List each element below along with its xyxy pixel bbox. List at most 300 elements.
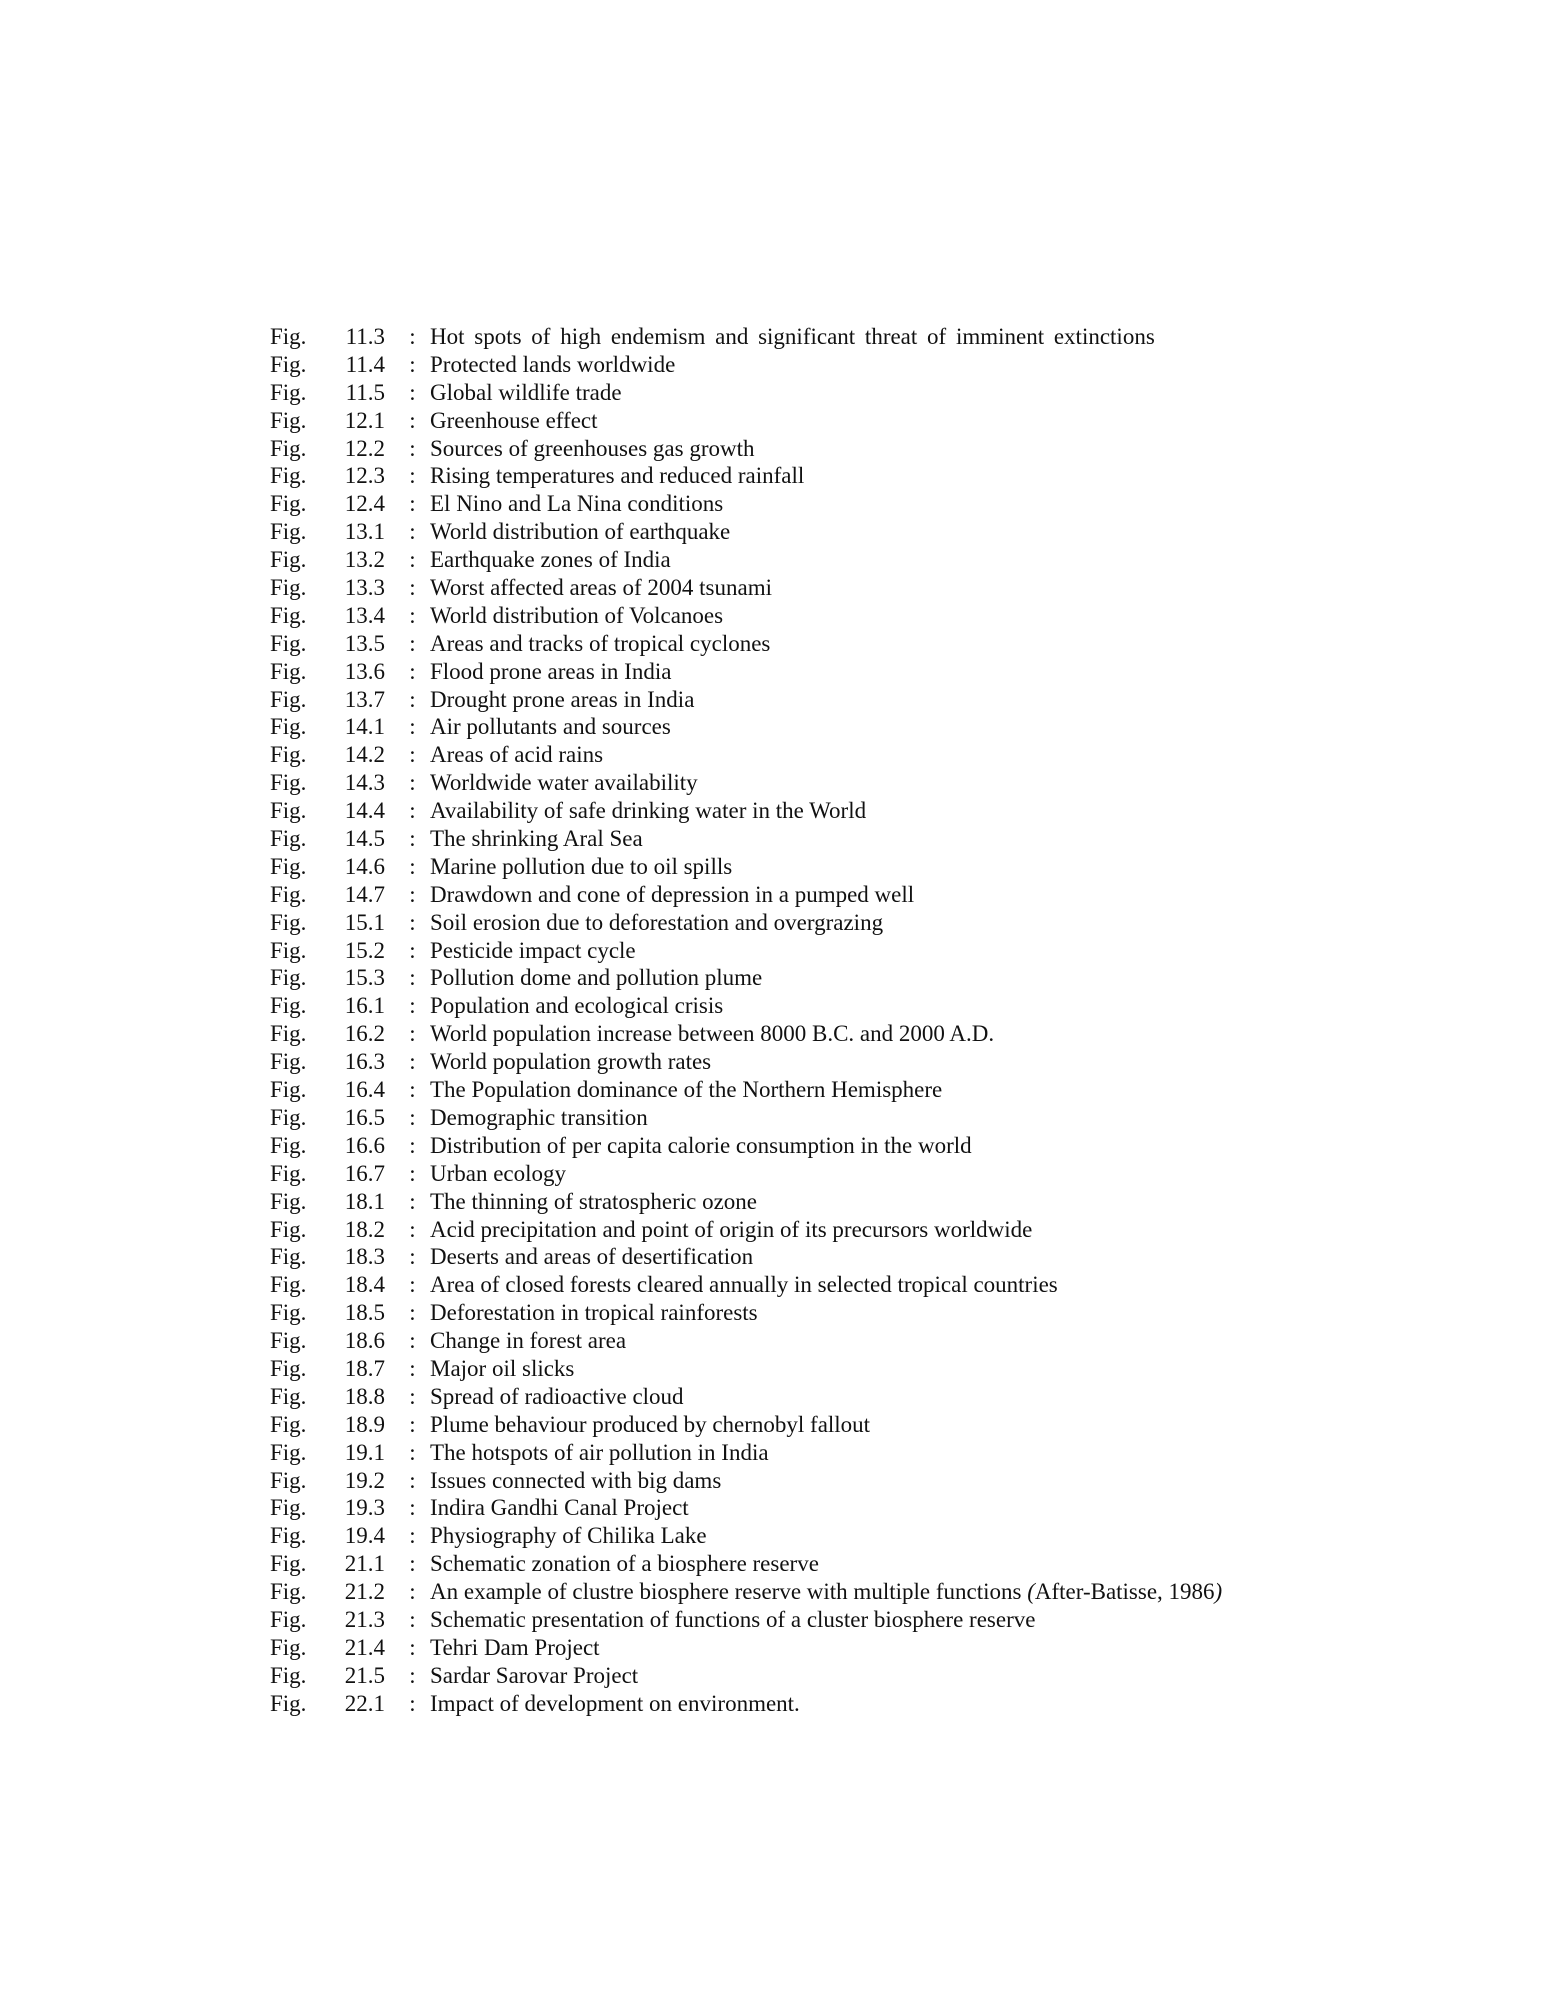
figure-entry <box>270 1299 1360 1327</box>
figure-title: Air pollutants and sources <box>430 714 671 740</box>
figure-prefix: Fig. <box>270 1328 307 1354</box>
figure-separator: : <box>409 798 416 824</box>
figure-title-cell <box>430 1522 1360 1550</box>
figure-number: 22.1 <box>344 1690 385 1716</box>
figure-number: 12.2 <box>344 435 385 461</box>
figure-title-cell <box>430 1411 1360 1439</box>
figure-title: Issues connected with big dams <box>430 1467 722 1493</box>
figure-entry <box>270 1104 1360 1132</box>
figure-entry <box>270 435 1360 463</box>
figure-title-cell <box>430 351 1360 379</box>
figure-separator: : <box>409 1523 416 1549</box>
figure-title: Urban ecology <box>430 1160 567 1186</box>
figure-separator: : <box>409 491 416 517</box>
figure-title: Sources of greenhouses gas growth <box>430 435 755 461</box>
figure-separator: : <box>409 686 416 712</box>
figure-separator: : <box>409 881 416 907</box>
figure-prefix: Fig. <box>270 324 307 349</box>
figure-number: 13.2 <box>344 547 385 573</box>
figure-prefix: Fig. <box>270 853 307 879</box>
figure-separator: : <box>409 351 416 377</box>
figure-prefix: Fig. <box>270 1355 307 1381</box>
figure-title: World population increase between 8000 B.C. and 2000 A.D. <box>430 1021 995 1047</box>
figure-title-cell <box>430 797 1360 825</box>
figure-title: Worldwide water availability <box>430 770 698 796</box>
figure-entry <box>270 797 1360 825</box>
figure-number: 21.5 <box>344 1662 385 1688</box>
figure-separator: : <box>409 937 416 963</box>
figure-entry <box>270 546 1360 574</box>
figure-number: 16.4 <box>344 1077 385 1103</box>
figure-separator: : <box>409 602 416 628</box>
figure-entry <box>270 602 1360 630</box>
figure-separator: : <box>409 1188 416 1214</box>
figure-title: El Nino and La Nina conditions <box>430 491 724 517</box>
figure-prefix: Fig. <box>270 435 307 461</box>
figure-title: Pesticide impact cycle <box>430 937 636 963</box>
figure-separator: : <box>409 853 416 879</box>
figure-separator: : <box>409 1244 416 1270</box>
figure-separator: : <box>409 379 416 405</box>
figure-entry <box>270 1634 1360 1662</box>
figure-credit: After-Batisse, 1986 <box>1034 1579 1215 1605</box>
figure-title: Rising temperatures and reduced rainfall <box>430 463 805 489</box>
figure-separator: : <box>409 630 416 656</box>
figure-prefix: Fig. <box>270 1411 307 1437</box>
figure-title: Schematic zonation of a biosphere reserve <box>430 1551 819 1577</box>
figure-separator: : <box>409 519 416 545</box>
figure-title: World population growth rates <box>430 1049 712 1075</box>
figure-entry <box>270 909 1360 937</box>
figure-title-cell <box>430 1188 1360 1216</box>
figure-prefix: Fig. <box>270 1579 307 1605</box>
figure-separator: : <box>409 324 416 349</box>
figure-entry <box>270 1020 1360 1048</box>
figure-prefix: Fig. <box>270 519 307 545</box>
figure-title-cell <box>430 686 1360 714</box>
figure-prefix: Fig. <box>270 1300 307 1326</box>
figure-number: 18.6 <box>344 1328 385 1354</box>
figure-number: 18.2 <box>344 1216 385 1242</box>
figure-prefix: Fig. <box>270 881 307 907</box>
figure-number: 18.8 <box>344 1383 385 1409</box>
figure-title: Population and ecological crisis <box>430 993 724 1019</box>
figure-title-cell <box>430 462 1360 490</box>
figure-title-cell <box>430 1104 1360 1132</box>
figure-title-cell <box>430 1048 1360 1076</box>
figure-number: 13.4 <box>344 602 385 628</box>
figure-entry <box>270 407 1360 435</box>
figure-title: Change in forest area <box>430 1328 627 1354</box>
figure-entry <box>270 937 1360 965</box>
figure-prefix: Fig. <box>270 742 307 768</box>
figure-prefix: Fig. <box>270 1467 307 1493</box>
figure-title-cell <box>430 1467 1360 1495</box>
figure-separator: : <box>409 1132 416 1158</box>
figure-entry <box>270 658 1360 686</box>
figure-entry <box>270 1048 1360 1076</box>
figure-entry <box>270 1271 1360 1299</box>
figure-entry <box>270 462 1360 490</box>
figure-title-cell <box>430 853 1360 881</box>
figure-separator: : <box>409 1160 416 1186</box>
figure-prefix: Fig. <box>270 714 307 740</box>
figure-number: 21.3 <box>344 1606 385 1632</box>
figure-prefix: Fig. <box>270 1077 307 1103</box>
figure-title: Impact of development on environment. <box>430 1690 800 1716</box>
figure-prefix: Fig. <box>270 575 307 601</box>
figure-title-cell <box>430 1578 1360 1606</box>
figure-prefix: Fig. <box>270 909 307 935</box>
figure-title: Sardar Sarovar Project <box>430 1662 639 1688</box>
figure-separator: : <box>409 407 416 433</box>
figure-title: Areas of acid rains <box>430 742 604 768</box>
figure-title-cell <box>430 909 1360 937</box>
figure-title-cell <box>430 518 1360 546</box>
figure-number: 11.3 <box>345 324 385 349</box>
figure-number: 18.7 <box>344 1355 385 1381</box>
figure-number: 11.5 <box>345 379 385 405</box>
figure-title-cell <box>430 1550 1360 1578</box>
figure-prefix: Fig. <box>270 1495 307 1521</box>
figure-title-cell <box>430 1634 1360 1662</box>
figure-number: 19.3 <box>344 1495 385 1521</box>
figure-entry <box>270 1522 1360 1550</box>
figure-title: Flood prone areas in India <box>430 658 672 684</box>
figure-number: 16.5 <box>344 1104 385 1130</box>
figure-title-cell <box>430 630 1360 658</box>
figure-title-cell <box>430 937 1360 965</box>
figure-entry <box>270 1467 1360 1495</box>
figure-title-cell <box>430 825 1360 853</box>
figure-title: Drawdown and cone of depression in a pumped well <box>430 881 915 907</box>
figure-prefix: Fig. <box>270 1244 307 1270</box>
figure-title: Protected lands worldwide <box>430 351 676 377</box>
figure-title: The Population dominance of the Northern Hemisphere <box>430 1077 943 1103</box>
figure-title: The hotspots of air pollution in India <box>430 1439 769 1465</box>
figure-separator: : <box>409 1104 416 1130</box>
figure-separator: : <box>409 965 416 991</box>
figure-separator: : <box>409 1077 416 1103</box>
figure-number: 18.5 <box>344 1300 385 1326</box>
figure-separator: : <box>409 1467 416 1493</box>
figure-number: 14.6 <box>344 853 385 879</box>
figure-separator: : <box>409 714 416 740</box>
figure-number: 15.2 <box>344 937 385 963</box>
figure-title: Distribution of per capita calorie consumption in the world <box>430 1132 972 1158</box>
figure-prefix: Fig. <box>270 1606 307 1632</box>
figure-prefix: Fig. <box>270 1690 307 1716</box>
figure-entry <box>270 1355 1360 1383</box>
figure-number: 13.7 <box>344 686 385 712</box>
figure-title-cell <box>430 769 1360 797</box>
figure-number: 12.1 <box>344 407 385 433</box>
figure-number: 12.3 <box>344 463 385 489</box>
figure-title: Soil erosion due to deforestation and overgrazing <box>430 909 884 935</box>
figure-title-cell <box>430 1355 1360 1383</box>
figure-prefix: Fig. <box>270 1188 307 1214</box>
figure-entry <box>270 769 1360 797</box>
figure-entry <box>270 713 1360 741</box>
figure-title-cell <box>430 602 1360 630</box>
figure-title: Areas and tracks of tropical cyclones <box>430 630 771 656</box>
figure-separator: : <box>409 435 416 461</box>
figure-number: 14.5 <box>344 826 385 852</box>
figure-title: Deserts and areas of desertification <box>430 1244 754 1270</box>
figure-entry <box>270 1188 1360 1216</box>
figure-number: 21.1 <box>344 1551 385 1577</box>
figure-entry <box>270 686 1360 714</box>
figure-prefix: Fig. <box>270 1662 307 1688</box>
figure-separator: : <box>409 1300 416 1326</box>
figure-prefix: Fig. <box>270 1104 307 1130</box>
figure-number: 12.4 <box>344 491 385 517</box>
figure-title: Major oil slicks <box>430 1355 575 1381</box>
figure-entry <box>270 1494 1360 1522</box>
list-of-figures <box>270 323 1360 1718</box>
figure-title: The thinning of stratospheric ozone <box>430 1188 758 1214</box>
figure-entry <box>270 1132 1360 1160</box>
figure-number: 16.7 <box>344 1160 385 1186</box>
figure-entry <box>270 1550 1360 1578</box>
figure-separator: : <box>409 1216 416 1242</box>
figure-entry <box>270 518 1360 546</box>
figure-prefix: Fig. <box>270 351 307 377</box>
figure-title: Pollution dome and pollution plume <box>430 965 763 991</box>
figure-entry <box>270 825 1360 853</box>
figure-entry <box>270 1160 1360 1188</box>
figure-separator: : <box>409 1634 416 1660</box>
figure-separator: : <box>409 1606 416 1632</box>
figure-number: 16.6 <box>344 1132 385 1158</box>
figure-prefix: Fig. <box>270 770 307 796</box>
figure-number: 18.9 <box>344 1411 385 1437</box>
figure-separator: : <box>409 909 416 935</box>
figure-entry <box>270 1606 1360 1634</box>
figure-title: Earthquake zones of India <box>430 547 671 573</box>
figure-separator: : <box>409 1579 416 1605</box>
figure-separator: : <box>409 742 416 768</box>
figure-title: Drought prone areas in India <box>430 686 695 712</box>
figure-prefix: Fig. <box>270 547 307 573</box>
figure-number: 14.7 <box>344 881 385 907</box>
figure-number: 19.2 <box>344 1467 385 1493</box>
figure-title-cell <box>430 1243 1360 1271</box>
credit-close-paren: ) <box>1214 1579 1223 1605</box>
figure-entry <box>270 964 1360 992</box>
figure-title: World distribution of earthquake <box>430 519 731 545</box>
figure-entry <box>270 1243 1360 1271</box>
figure-prefix: Fig. <box>270 1132 307 1158</box>
figure-number: 14.1 <box>344 714 385 740</box>
figure-prefix: Fig. <box>270 630 307 656</box>
figure-number: 21.2 <box>344 1579 385 1605</box>
figure-separator: : <box>409 1355 416 1381</box>
figure-prefix: Fig. <box>270 1383 307 1409</box>
figure-entry <box>270 379 1360 407</box>
figure-entry <box>270 1076 1360 1104</box>
figure-title: Worst affected areas of 2004 tsunami <box>430 575 772 601</box>
figure-prefix: Fig. <box>270 1160 307 1186</box>
figure-prefix: Fig. <box>270 686 307 712</box>
figure-entry <box>270 1216 1360 1244</box>
figure-prefix: Fig. <box>270 379 307 405</box>
figure-number: 16.1 <box>344 993 385 1019</box>
figure-title-cell <box>430 1383 1360 1411</box>
figure-title-cell <box>430 1160 1360 1188</box>
figure-separator: : <box>409 1021 416 1047</box>
figure-entry <box>270 351 1360 379</box>
figure-title: Schematic presentation of functions of a cluster biosphere reserve <box>430 1606 1036 1632</box>
figure-title: Acid precipitation and point of origin of its precursors worldwide <box>430 1216 1033 1242</box>
figure-prefix: Fig. <box>270 798 307 824</box>
figure-entry <box>270 630 1360 658</box>
figure-separator: : <box>409 826 416 852</box>
figure-prefix: Fig. <box>270 965 307 991</box>
figure-entry <box>270 574 1360 602</box>
figure-title: Indira Gandhi Canal Project <box>430 1495 689 1521</box>
credit-open-paren: ( <box>1027 1579 1035 1605</box>
figure-title: Demographic transition <box>430 1104 648 1130</box>
figure-title: Spread of radioactive cloud <box>430 1383 684 1409</box>
figure-separator: : <box>409 1495 416 1521</box>
figure-title-cell <box>430 964 1360 992</box>
figure-prefix: Fig. <box>270 491 307 517</box>
figure-entry <box>270 1578 1360 1606</box>
figure-title: Deforestation in tropical rainforests <box>430 1300 758 1326</box>
figure-prefix: Fig. <box>270 1021 307 1047</box>
figure-entry <box>270 741 1360 769</box>
figure-title-cell <box>430 1662 1360 1690</box>
figure-prefix: Fig. <box>270 1439 307 1465</box>
figure-title: Hot spots of high endemism and significant threat of imminent extinctions <box>430 324 1155 349</box>
figure-title-cell <box>430 741 1360 769</box>
figure-entry <box>270 992 1360 1020</box>
figure-title-cell <box>430 1690 1360 1718</box>
figure-entry <box>270 1662 1360 1690</box>
figure-title: World distribution of Volcanoes <box>430 602 724 628</box>
figure-title: Marine pollution due to oil spills <box>430 853 733 879</box>
figure-title-cell <box>430 546 1360 574</box>
figure-number: 14.4 <box>344 798 385 824</box>
figure-prefix: Fig. <box>270 658 307 684</box>
figure-number: 21.4 <box>344 1634 385 1660</box>
figure-prefix: Fig. <box>270 463 307 489</box>
figure-separator: : <box>409 1272 416 1298</box>
figure-number: 18.4 <box>344 1272 385 1298</box>
figure-separator: : <box>409 1690 416 1716</box>
figure-prefix: Fig. <box>270 1049 307 1075</box>
figure-title: Physiography of Chilika Lake <box>430 1523 707 1549</box>
figure-prefix: Fig. <box>270 1272 307 1298</box>
figure-separator: : <box>409 1551 416 1577</box>
figure-separator: : <box>409 1439 416 1465</box>
figure-entry <box>270 1383 1360 1411</box>
figure-entry <box>270 1411 1360 1439</box>
figure-prefix: Fig. <box>270 1551 307 1577</box>
figure-title: Global wildlife trade <box>430 379 622 405</box>
figure-title-cell <box>430 1494 1360 1522</box>
figure-entry <box>270 1439 1360 1467</box>
figure-entry <box>270 1327 1360 1355</box>
figure-separator: : <box>409 575 416 601</box>
figure-title: Availability of safe drinking water in the World <box>430 798 867 824</box>
figure-separator: : <box>409 1328 416 1354</box>
figure-title: An example of clustre biosphere reserve with multiple functions <box>430 1579 1022 1605</box>
figure-prefix: Fig. <box>270 407 307 433</box>
figure-title-cell <box>430 490 1360 518</box>
figure-prefix: Fig. <box>270 602 307 628</box>
figure-title-cell <box>430 881 1360 909</box>
figure-separator: : <box>409 658 416 684</box>
figure-title: Plume behaviour produced by chernobyl fallout <box>430 1411 871 1437</box>
figure-separator: : <box>409 1383 416 1409</box>
figure-prefix: Fig. <box>270 1634 307 1660</box>
figure-entry <box>270 323 1360 351</box>
figure-separator: : <box>409 547 416 573</box>
figure-title: Greenhouse effect <box>430 407 598 433</box>
figure-entry <box>270 881 1360 909</box>
figure-title-cell <box>430 1606 1360 1634</box>
figure-number: 14.3 <box>344 770 385 796</box>
figure-prefix: Fig. <box>270 993 307 1019</box>
figure-separator: : <box>409 770 416 796</box>
figure-entry <box>270 853 1360 881</box>
figure-title: The shrinking Aral Sea <box>430 826 643 852</box>
figure-title-cell <box>430 1132 1360 1160</box>
figure-entry <box>270 1690 1360 1718</box>
figure-title-cell <box>430 1327 1360 1355</box>
figure-title-cell <box>430 379 1360 407</box>
figure-title-cell <box>430 992 1360 1020</box>
figure-title-cell <box>430 1076 1360 1104</box>
figure-title-cell <box>430 323 1360 351</box>
figure-number: 19.1 <box>344 1439 385 1465</box>
figure-number: 14.2 <box>344 742 385 768</box>
figure-title-cell <box>430 1271 1360 1299</box>
figure-separator: : <box>409 1411 416 1437</box>
figure-number: 13.1 <box>344 519 385 545</box>
figure-number: 11.4 <box>345 351 385 377</box>
figure-separator: : <box>409 463 416 489</box>
figure-entry <box>270 490 1360 518</box>
figure-prefix: Fig. <box>270 1523 307 1549</box>
figure-prefix: Fig. <box>270 937 307 963</box>
figure-number: 13.3 <box>344 575 385 601</box>
figure-separator: : <box>409 1049 416 1075</box>
figure-title: Area of closed forests cleared annually in selected tropical countries <box>430 1272 1058 1298</box>
figure-number: 15.1 <box>344 909 385 935</box>
figure-prefix: Fig. <box>270 1216 307 1242</box>
figure-number: 16.2 <box>344 1021 385 1047</box>
figure-title-cell <box>430 574 1360 602</box>
figure-separator: : <box>409 993 416 1019</box>
figure-number: 16.3 <box>344 1049 385 1075</box>
figure-number: 13.5 <box>344 630 385 656</box>
figure-title-cell <box>430 407 1360 435</box>
figure-title-cell <box>430 658 1360 686</box>
figure-title-cell <box>430 1439 1360 1467</box>
figure-number: 18.3 <box>344 1244 385 1270</box>
figure-title-cell <box>430 713 1360 741</box>
figure-title-cell <box>430 1216 1360 1244</box>
figure-title-cell <box>430 1299 1360 1327</box>
figure-title-cell <box>430 435 1360 463</box>
figure-title: Tehri Dam Project <box>430 1634 600 1660</box>
figure-title-cell <box>430 1020 1360 1048</box>
figure-number: 13.6 <box>344 658 385 684</box>
figure-number: 15.3 <box>344 965 385 991</box>
